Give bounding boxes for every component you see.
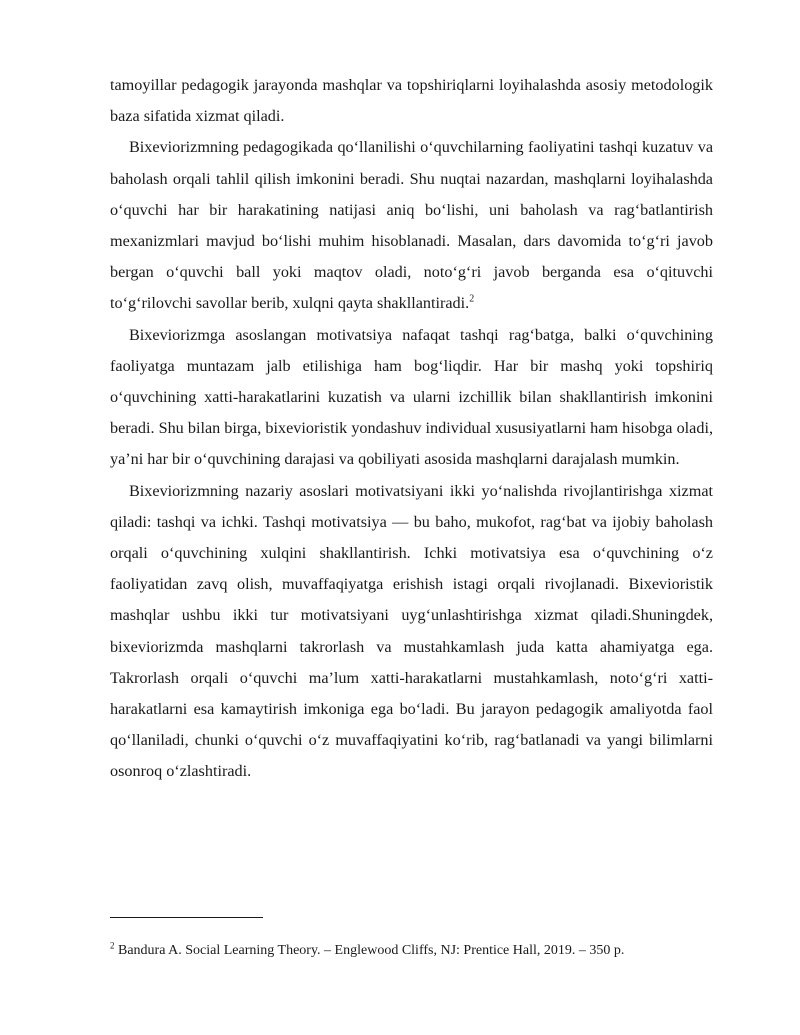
paragraph-text: Bixeviorizmning pedagogikada qo‘llanilishi o‘quvchilarning faoliyatini tashqi kuzatuv va baholash orqali tahlil qilish imkonini beradi. Shu nuqtai nazardan, mashqlarni loyihalashda o‘quvchi har bir harakatining natijasi aniq bo‘lishi, uni baholash va rag‘batlantirish mexanizmlari mavjud bo‘lishi muhim hisoblanadi. Masalan, dars davomida to‘g‘ri javob bergan o‘quvchi ball yoki maqtov oladi, noto‘g‘ri javob berganda esa o‘qituvchi to‘g‘rilovchi savollar berib, xulqni qayta shakllantiradi.	[110, 138, 713, 313]
paragraph-motivation	[110, 320, 713, 476]
footnote-mark: 2	[110, 940, 115, 951]
paragraph-text: Bixeviorizmning nazariy asoslari motivatsiyani ikki yo‘nalishda rivojlantirishga xizmat qiladi: tashqi va ichki. Tashqi motivatsiya — bu baho, mukofot, rag‘bat va ijobiy baholash orqali o‘quvchining xulqini shakllantirish. Ichki motivatsiya esa o‘quvchining o‘z faoliyatidan zavq olish, muvaffaqiyatga erishish istagi orqali rivojlanadi. Bixevioristik mashqlar ushbu ikki tur motivatsiyani uyg‘unlashtirishga xizmat qiladi.Shuningdek, bixeviorizmda mashqlarni takrorlash va mustahkamlash juda katta ahamiyatga ega. Takrorlash orqali o‘quvchi ma’lum xatti-harakatlarni mustahkamlash, noto‘g‘ri xatti-harakatlarni esa kamaytirish imkoniga ega bo‘ladi. Bu jarayon pedagogik amaliyotda faol qo‘llaniladi, chunki o‘quvchi o‘z muvaffaqiyatini ko‘rib, rag‘batlanadi va yangi bilimlarni osonroq o‘zlashtiradi.	[110, 481, 713, 781]
footnote	[110, 941, 713, 961]
paragraph-text: Bixeviorizmga asoslangan motivatsiya nafaqat tashqi rag‘batga, balki o‘quvchining faoliyatga muntazam jalb etilishiga ham bog‘liqdir. Har bir mashq yoki topshiriq o‘quvchining xatti-harakatlarini kuzatish va ularni izchillik bilan shakllantirish imkonini beradi. Shu bilan birga, bixevioristik yondashuv individual xususiyatlarni ham hisobga oladi, ya’ni har bir o‘quvchining darajasi va qobiliyati asosida mashqlarni darajalash mumkin.	[110, 325, 713, 469]
footnote-reference[interactable]: 2	[469, 294, 475, 306]
document-body	[110, 70, 713, 788]
paragraph-continuation	[110, 70, 713, 132]
paragraph-behaviorism-application	[110, 132, 713, 319]
paragraph-text: tamoyillar pedagogik jarayonda mashqlar va topshiriqlarni loyihalashda asosiy metodologik baza sifatida xizmat qiladi.	[110, 76, 713, 126]
footnote-text: Bandura A. Social Learning Theory. – Englewood Cliffs, NJ: Prentice Hall, 2019. – 350 p.	[118, 943, 625, 958]
footnote-separator	[110, 917, 263, 918]
paragraph-theoretical-foundations	[110, 476, 713, 788]
